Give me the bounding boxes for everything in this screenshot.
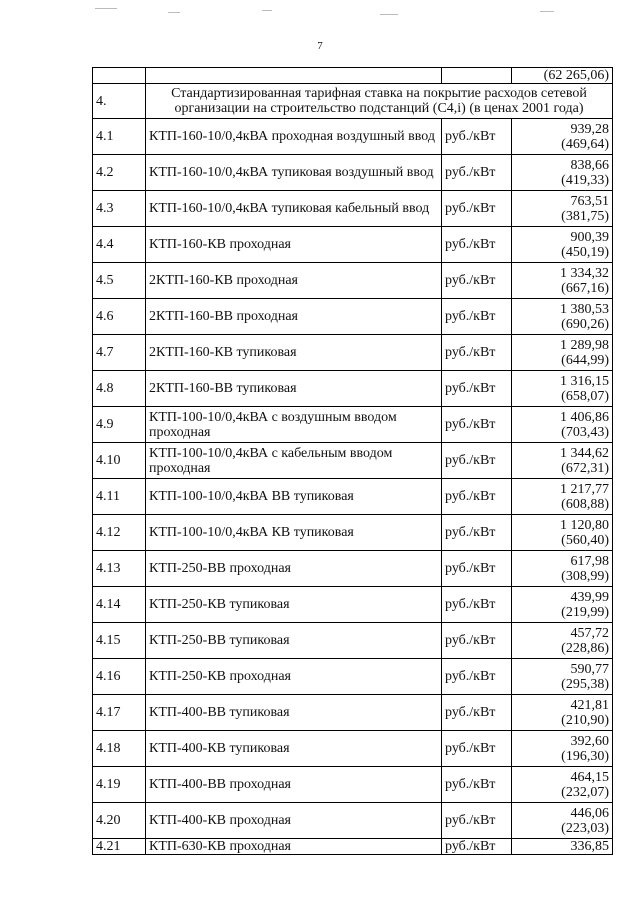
tariff-table [92, 67, 613, 855]
row-value-alt: (450,19) [561, 244, 609, 260]
table-row [93, 191, 613, 227]
table-row [93, 479, 613, 515]
row-number: 4.15 [93, 623, 146, 659]
row-name: КТП-250-КВ тупиковая [146, 587, 442, 623]
page-number: 7 [317, 40, 323, 52]
scan-artifact [262, 10, 272, 11]
row-value-cell [512, 299, 613, 335]
row-value: 590,77 [570, 661, 609, 677]
table-row [93, 803, 613, 839]
section-number: 4. [93, 84, 146, 119]
row-value-cell [512, 767, 613, 803]
row-value-cell [512, 803, 613, 839]
row-number: 4.19 [93, 767, 146, 803]
row-value-cell [512, 371, 613, 407]
row-value-alt: (690,26) [561, 316, 609, 332]
row-value-cell [512, 407, 613, 443]
row-name: КТП-250-КВ проходная [146, 659, 442, 695]
section-header-row [93, 84, 613, 119]
row-value-cell [512, 695, 613, 731]
row-unit: руб./кВт [442, 407, 512, 443]
table-row [93, 695, 613, 731]
row-unit: руб./кВт [442, 227, 512, 263]
row-value: 1 316,15 [560, 373, 609, 389]
row-value: 336,85 [512, 839, 613, 855]
row-unit: руб./кВт [442, 731, 512, 767]
table-row [93, 767, 613, 803]
row-value-cell [512, 551, 613, 587]
row-unit: руб./кВт [442, 155, 512, 191]
row-name: КТП-630-КВ проходная [146, 839, 442, 855]
row-value-cell [512, 119, 613, 155]
table-row [93, 587, 613, 623]
row-unit: руб./кВт [442, 587, 512, 623]
empty-cell [93, 68, 146, 84]
row-value-cell [512, 227, 613, 263]
row-value-alt: (667,16) [561, 280, 609, 296]
row-name: КТП-400-ВВ проходная [146, 767, 442, 803]
row-unit: руб./кВт [442, 191, 512, 227]
row-number: 4.2 [93, 155, 146, 191]
row-name: КТП-100-10/0,4кВА КВ тупиковая [146, 515, 442, 551]
empty-cell [146, 68, 442, 84]
row-name: КТП-100-10/0,4кВА ВВ тупиковая [146, 479, 442, 515]
table-row [93, 263, 613, 299]
carry-over-value: (62 265,06) [512, 68, 613, 84]
row-name: КТП-100-10/0,4кВА с воздушным вводом проходная [146, 407, 442, 443]
row-value-alt: (196,30) [561, 748, 609, 764]
scan-artifact [380, 14, 398, 15]
row-value-alt: (658,07) [561, 388, 609, 404]
row-number: 4.11 [93, 479, 146, 515]
row-value-alt: (232,07) [561, 784, 609, 800]
row-value: 464,15 [570, 769, 609, 785]
row-name: КТП-160-КВ проходная [146, 227, 442, 263]
row-value-cell [512, 587, 613, 623]
row-value-alt: (210,90) [561, 712, 609, 728]
row-name: 2КТП-160-ВВ тупиковая [146, 371, 442, 407]
row-value: 446,06 [570, 805, 609, 821]
row-name: КТП-250-ВВ проходная [146, 551, 442, 587]
row-number: 4.16 [93, 659, 146, 695]
table-row [93, 551, 613, 587]
row-value-alt: (219,99) [561, 604, 609, 620]
row-unit: руб./кВт [442, 767, 512, 803]
row-number: 4.7 [93, 335, 146, 371]
row-name: КТП-400-ВВ тупиковая [146, 695, 442, 731]
table-row [93, 299, 613, 335]
row-value: 1 334,32 [560, 265, 609, 281]
row-name: КТП-160-10/0,4кВА тупиковая воздушный ввод [146, 155, 442, 191]
row-value: 763,51 [570, 193, 609, 209]
row-number: 4.3 [93, 191, 146, 227]
row-value-alt: (381,75) [561, 208, 609, 224]
row-value-cell [512, 263, 613, 299]
section-title: Стандартизированная тарифная ставка на покрытие расходов сетевой организации на строительство подстанций (С4,i) (в ценах 2001 года) [146, 84, 613, 119]
row-name: КТП-400-КВ тупиковая [146, 731, 442, 767]
row-number: 4.13 [93, 551, 146, 587]
row-value: 939,28 [570, 121, 609, 137]
row-number: 4.21 [93, 839, 146, 855]
row-value-cell [512, 191, 613, 227]
row-name: КТП-160-10/0,4кВА проходная воздушный ввод [146, 119, 442, 155]
row-value-alt: (560,40) [561, 532, 609, 548]
row-unit: руб./кВт [442, 371, 512, 407]
row-value-alt: (295,38) [561, 676, 609, 692]
row-name: КТП-100-10/0,4кВА с кабельным вводом проходная [146, 443, 442, 479]
table-row [93, 155, 613, 191]
row-name: КТП-160-10/0,4кВА тупиковая кабельный ввод [146, 191, 442, 227]
row-value-cell [512, 479, 613, 515]
scan-artifact [168, 12, 180, 13]
table-row [93, 839, 613, 855]
row-value: 1 380,53 [560, 301, 609, 317]
row-value-alt: (672,31) [561, 460, 609, 476]
row-unit: руб./кВт [442, 335, 512, 371]
row-value-alt: (608,88) [561, 496, 609, 512]
row-value-alt: (469,64) [561, 136, 609, 152]
table-row [93, 227, 613, 263]
row-value: 838,66 [570, 157, 609, 173]
table-row [93, 407, 613, 443]
row-number: 4.6 [93, 299, 146, 335]
table-row [93, 119, 613, 155]
row-unit: руб./кВт [442, 839, 512, 855]
row-unit: руб./кВт [442, 299, 512, 335]
row-number: 4.20 [93, 803, 146, 839]
empty-cell [442, 68, 512, 84]
row-value: 421,81 [570, 697, 609, 713]
row-value-cell [512, 623, 613, 659]
row-name: КТП-400-КВ проходная [146, 803, 442, 839]
row-value: 392,60 [570, 733, 609, 749]
row-value-alt: (419,33) [561, 172, 609, 188]
row-value-alt: (703,43) [561, 424, 609, 440]
row-number: 4.5 [93, 263, 146, 299]
row-value: 1 406,86 [560, 409, 609, 425]
row-unit: руб./кВт [442, 515, 512, 551]
row-value: 1 344,62 [560, 445, 609, 461]
row-value: 1 289,98 [560, 337, 609, 353]
row-value: 1 217,77 [560, 481, 609, 497]
row-unit: руб./кВт [442, 551, 512, 587]
table-row [93, 515, 613, 551]
row-value-cell [512, 155, 613, 191]
row-unit: руб./кВт [442, 479, 512, 515]
row-value-alt: (228,86) [561, 640, 609, 656]
row-name: 2КТП-160-КВ проходная [146, 263, 442, 299]
row-value: 900,39 [570, 229, 609, 245]
row-number: 4.4 [93, 227, 146, 263]
row-value: 1 120,80 [560, 517, 609, 533]
row-number: 4.17 [93, 695, 146, 731]
row-unit: руб./кВт [442, 803, 512, 839]
row-value: 617,98 [570, 553, 609, 569]
row-number: 4.14 [93, 587, 146, 623]
row-value-alt: (644,99) [561, 352, 609, 368]
carry-over-row [93, 68, 613, 84]
row-value: 457,72 [570, 625, 609, 641]
scan-artifact [95, 8, 117, 9]
row-number: 4.1 [93, 119, 146, 155]
row-name: КТП-250-ВВ тупиковая [146, 623, 442, 659]
table-row [93, 371, 613, 407]
row-value-cell [512, 731, 613, 767]
table-row [93, 731, 613, 767]
row-value-alt: (223,03) [561, 820, 609, 836]
row-number: 4.12 [93, 515, 146, 551]
table-row [93, 335, 613, 371]
row-unit: руб./кВт [442, 623, 512, 659]
row-unit: руб./кВт [442, 263, 512, 299]
row-number: 4.18 [93, 731, 146, 767]
row-unit: руб./кВт [442, 659, 512, 695]
row-value-cell [512, 443, 613, 479]
row-value-cell [512, 515, 613, 551]
row-number: 4.9 [93, 407, 146, 443]
row-value-cell [512, 659, 613, 695]
row-number: 4.8 [93, 371, 146, 407]
scan-artifact [540, 11, 554, 12]
table-row [93, 623, 613, 659]
row-value-cell [512, 335, 613, 371]
row-unit: руб./кВт [442, 119, 512, 155]
row-number: 4.10 [93, 443, 146, 479]
row-value-alt: (308,99) [561, 568, 609, 584]
row-unit: руб./кВт [442, 695, 512, 731]
row-value: 439,99 [570, 589, 609, 605]
row-name: 2КТП-160-КВ тупиковая [146, 335, 442, 371]
row-name: 2КТП-160-ВВ проходная [146, 299, 442, 335]
table-row [93, 443, 613, 479]
table-row [93, 659, 613, 695]
row-unit: руб./кВт [442, 443, 512, 479]
